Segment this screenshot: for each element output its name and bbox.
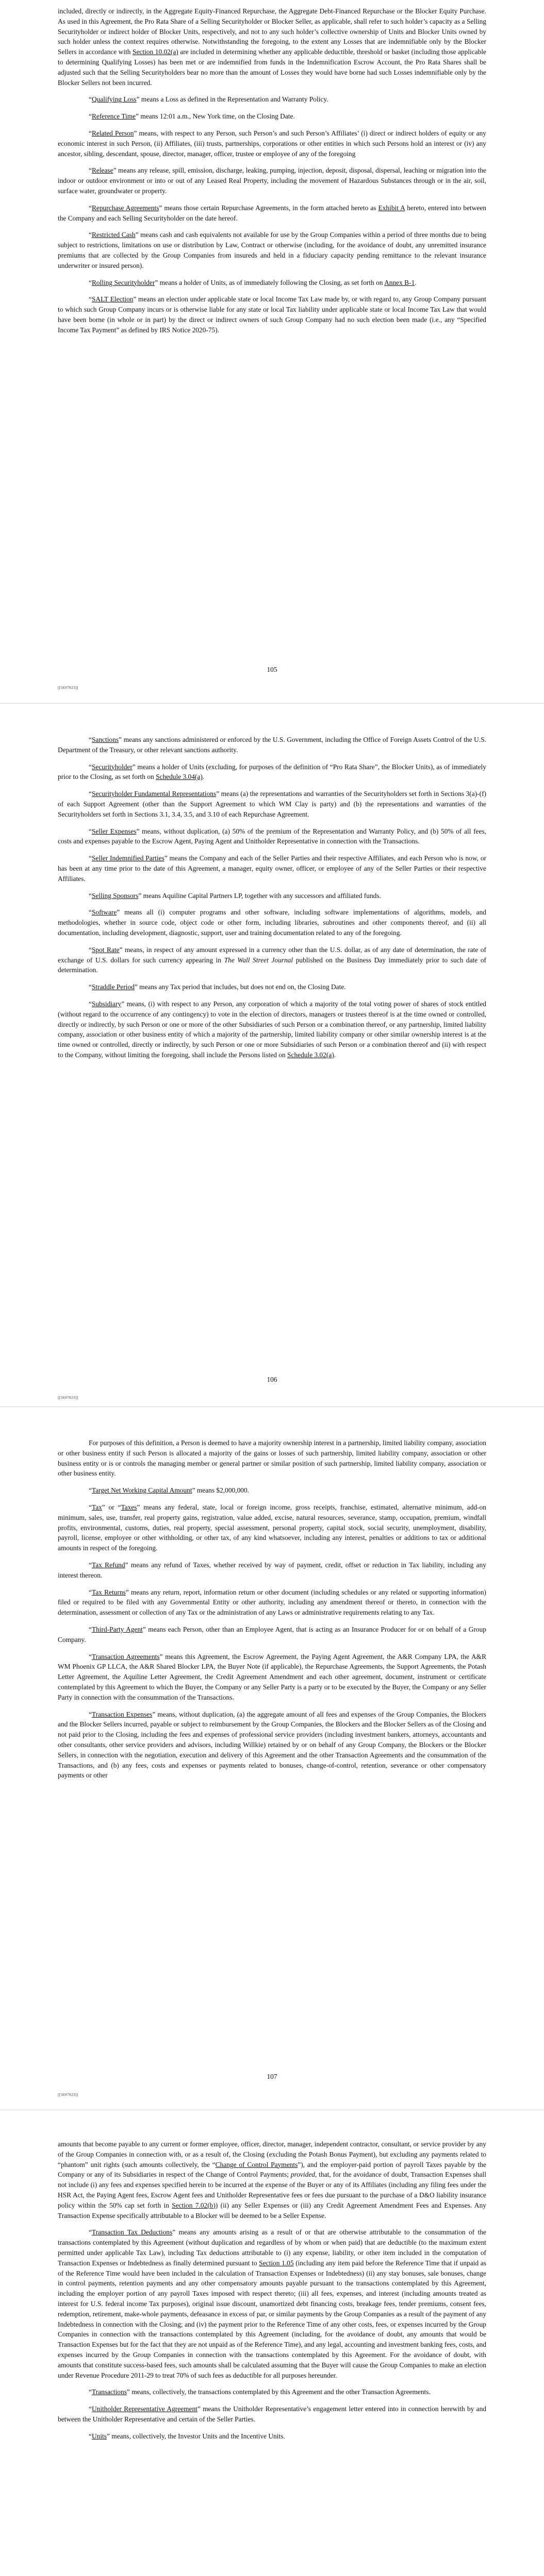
paragraph [58, 1587, 486, 1618]
paragraph [58, 294, 486, 335]
text-run: ” means, with respect to any Person, such Person’s and such Person’s Affiliates’ (i) direct or indirect holders of equity or any economic interest in such Person, (ii) Affiliates, (iii) trusts, partnerships, corporations or other entities in which such Persons hold an interest or (iv) any ancestor, sibling, descendant, spouse, director, manager, officer, trustee or employee of any of the foregoing [58, 129, 486, 158]
text-run: “ [89, 999, 92, 1008]
paragraph [58, 2387, 486, 2397]
paragraph [58, 1652, 486, 1703]
paragraph [58, 111, 486, 122]
text-run: ” means (a) the representations and warranties of the Securityholders set forth in Sections 3(a)-(f) of each Support Agreement (other than the Support Agreement to which WM Clay is party) and (b) the representations and warranties of the Securityholders set forth in Sections 3.1, 3.4, 3.5, and 3.10 of each Repurchase Agreement. [58, 790, 486, 818]
page-body [58, 2139, 486, 2442]
text-run: ” means $2,000,000. [192, 1486, 250, 1495]
page-107 [0, 1406, 544, 2110]
paragraph [58, 2227, 486, 2380]
paragraph [58, 1709, 486, 1781]
defined-term: Change of Control Payments [215, 2160, 298, 2168]
text-run: “ [89, 891, 92, 900]
text-run: ” means any return, report, information return or other document (including schedules or any related or supporting information) filed or required to be filed with any Governmental Entity or other authority, including any amendment thereof or thereto, in connection with the determination, assessment or collection of any Tax or the administration of any Laws or administrative requirements relating to any Tax. [58, 1588, 486, 1617]
defined-term: Rolling Securityholder [91, 278, 155, 286]
schedule-reference: Schedule 3.02(a) [287, 1050, 334, 1059]
defined-term: Release [91, 166, 113, 175]
text-run: For purposes of this definition, a Person is deemed to have a majority ownership interest in a partnership, limited liability company, association or other business entity if such Person is allocated a majority of the gains or losses of such partnership, limited liability company, association or other business entity or is or controls the managing member or general partner or similar position of such partnership, limited liability company, association or other business entity. [58, 1439, 486, 1478]
paragraph [58, 6, 486, 88]
defined-term: Unitholder Representative Agreement [91, 2405, 197, 2413]
text-run: “ [89, 736, 92, 743]
publication-title: The Wall Street Journal [224, 956, 293, 964]
paragraph [58, 1438, 486, 1479]
defined-term: Spot Rate [91, 945, 120, 954]
paragraph [58, 278, 486, 288]
text-run: ) (ii) any Seller Expenses or (iii) any Credit Agreement Amendment Fees and Expenses. Any Transaction Expense specifically attributable to a Blocker will be deemed to be a Seller Expense. [58, 2201, 486, 2219]
defined-term: SALT Election [91, 295, 134, 303]
text-run: “ [89, 295, 92, 303]
exhibit-reference: Exhibit A [378, 204, 405, 212]
defined-term: Transaction Tax Deductions [91, 2228, 173, 2236]
defined-term: Transaction Expenses [91, 1710, 153, 1718]
text-run: “ [89, 908, 92, 917]
text-run: “ [89, 1503, 92, 1511]
text-run: ” means any sanctions administered or enforced by the U.S. Government, including the Office of Foreign Assets Control of the U.S. Department of the Treasury, or other relevant sanctions authority. [58, 736, 486, 754]
defined-term: Repurchase Agreements [91, 204, 159, 212]
defined-term: Straddle Period [91, 983, 135, 991]
page-body [58, 1438, 486, 1781]
defined-term: Tax Refund [91, 1561, 125, 1569]
paragraph [58, 165, 486, 196]
text-run: ” means any Tax period that includes, but does not end on, the Closing Date. [134, 983, 346, 991]
text-run: “ [89, 112, 92, 121]
text-run: ” means any amounts arising as a result of or that are otherwise attributable to the consummation of the transactions contemplated by this Agreement (without duplication and regardless of by whom or when paid) that are deductible (to the maximum extent permitted under applicable Tax Law), including Tax deductions attributable to (i) any expense, liability, or other item included in the computation of Transaction Expenses or Indebtedness as finally determined pursuant to [58, 2228, 486, 2267]
text-run: ” means the Company and each of the Seller Parties and their respective Affiliates, and each Person who is now, or has been at any time prior to the date of this Agreement, a manager, equity owner, officer, or employee of any of the Seller Parties or their respective Affiliates. [58, 854, 486, 883]
section-reference: Section 10.02(a) [133, 48, 178, 56]
text-run: “ [89, 1486, 92, 1495]
paragraph [58, 789, 486, 819]
defined-term: Target Net Working Capital Amount [91, 1486, 192, 1495]
text-run: hereto, entered into between the Company and each Selling Securityholder on the date hereof. [58, 204, 487, 222]
paragraph [58, 945, 486, 975]
defined-term: Transaction Agreements [91, 1652, 160, 1660]
text-run: “ [89, 129, 92, 137]
text-run: are included in determining whether any applicable deductible, threshold or basket (including those applicable to determining Qualifying Losses) has been met or are indemnified from funds in the Indemnification Escrow Account, the Pro Rata Shares shall be adjusted such that the Selling Securityholders bear no more than the amount of Losses they would have borne had such Losses indemnifiable only by the Blocker Sellers not been incurred. [58, 48, 486, 87]
defined-term: Qualifying Loss [91, 95, 137, 104]
page-105 [0, 0, 544, 703]
text-run: ”), and the employer-paid portion of payroll Taxes payable by the Company or any of its Subsidiaries in respect of the Change of Control Payments; [58, 2160, 486, 2179]
document-code: [[5697023]] [58, 2092, 78, 2097]
text-run: “ [89, 231, 92, 239]
text-run: ” means the Unitholder Representative’s engagement letter entered into in connection herewith by and between the Unitholder Representative and certain of the Seller Parties. [58, 2405, 486, 2423]
defined-term: Transactions [91, 2388, 127, 2396]
paragraph [58, 2139, 486, 2221]
paragraph [58, 2431, 486, 2442]
defined-term: Selling Sponsors [91, 891, 139, 900]
defined-term: Securityholder Fundamental Representations [91, 790, 217, 798]
document-code: [[5697023]] [58, 685, 78, 690]
text-run: included, directly or indirectly, in the Aggregate Equity-Financed Repurchase, the Aggregate Debt-Financed Repurchase or the Blocker Equity Purchase. As used in this Agreement, the Pro Rata Share of a Selling Securityholder or Blocker Seller, as applicable, shall refer to such holder’s capacity as a Selling Securityholder or indirect holder of Blocker Units, respectively, and not to any such holder’s collective ownership of Units and Blocker Units owned by such holder unless the context requires otherwise. Notwithstanding the foregoing, to the extent any Losses that are indemnifiable only by the Blocker Sellers in accordance with [58, 7, 486, 56]
defined-term: Software [91, 908, 117, 917]
text-run: “ [89, 204, 92, 212]
defined-term: Third-Party Agent [91, 1625, 143, 1633]
text-run: “ [89, 827, 92, 835]
defined-term: Subsidiary [91, 999, 122, 1008]
defined-term: Seller Expenses [91, 827, 137, 835]
page-body [58, 6, 486, 335]
paragraph [58, 762, 486, 783]
text-run: ” means any release, spill, emission, discharge, leaking, pumping, injection, deposit, disposal, dispersal, leaching or migration into the indoor or outdoor environment or into or out of any Leased Real Property, including the movement of Hazardous Substances through or in the air, soil, surface water, groundwater or property. [58, 166, 486, 195]
text-run: published on the Business Day immediately prior to such date of determination. [58, 956, 486, 974]
text-run: “ [89, 854, 92, 862]
annex-reference: Annex B-1 [384, 278, 415, 286]
text-run: “ [89, 2432, 92, 2440]
paragraph [58, 1560, 486, 1581]
text-run: “ [89, 1710, 92, 1718]
page-body [58, 735, 486, 1060]
paragraph [58, 203, 486, 224]
text-run: ” means all (i) computer programs and other software, including software implementations of algorithms, models, and methodologies, whether in source code, object code or other form, including libraries, subroutines and other components thereof, and (ii) all documentation, including development, diagnostic, support, user and training documentation related to any of the foregoing. [58, 908, 486, 937]
text-run: ” means, (i) with respect to any Person, any corporation of which a majority of the total voting power of shares of stock entitled (without regard to the occurrence of any contingency) to vote in the election of directors, managers or trustees thereof is at the time owned or controlled, directly or indirectly, by such Person or one or more of the other Subsidiaries of such Person or a combination thereof, or any partnership, limited liability company, association or other business entity of which a majority of the partnership, limited liability company or other similar ownership interest is at the time owned or controlled, directly or indirectly, by such Person or one or more Subsidiaries of such Person or a combination thereof and (ii) with respect to the Company, without limiting the foregoing, shall include the Persons listed on [58, 999, 486, 1059]
text-run: ” means, collectively, the transactions contemplated by this Agreement and the other Transaction Agreements. [126, 2388, 431, 2396]
proviso: provided [290, 2171, 315, 2179]
text-run: ” means a holder of Units (excluding, for purposes of the definition of “Pro Rata Share”, the Blocker Units), as of immediately prior to the Closing, as set forth on [58, 762, 486, 781]
text-run: “ [89, 945, 92, 954]
defined-term: Taxes [121, 1503, 137, 1511]
text-run: ” means, in respect of any amount expressed in a currency other than the U.S. dollar, as of any date of determination, the rate of exchange of U.S. dollars for such currency appearing in [58, 945, 486, 964]
paragraph [58, 826, 486, 847]
text-run: ” means, collectively, the Investor Units and the Incentive Units. [106, 2432, 285, 2440]
paragraph [58, 891, 486, 901]
text-run: “ [89, 278, 92, 286]
text-run: “ [89, 1561, 92, 1569]
text-run: “ [89, 790, 92, 798]
defined-term: Tax [91, 1503, 102, 1511]
paragraph [58, 853, 486, 884]
text-run: ” means, without duplication, (a) the aggregate amount of all fees and expenses of the Group Companies, the Blockers and the Blocker Sellers incurred, payable or subject to reimbursement by the Group Companies, the Blockers and the Blocker Sellers as of the Closing and not paid prior to the Closing, including the fees and expenses of professional service providers (including investment bankers, attorneys, accountants and other consultants, other service providers and advisors, including Willkie) retained by or on behalf of any Group Company, the Blockers or the Blocker Sellers, in connection with the negotiation, execution and delivery of this Agreement and the other Transaction Agreements and the consummation of the Transactions, and (b) any fees, costs and expenses or payments related to bonuses, change-of-control, retention, severance or other compensatory payments or other [58, 1710, 486, 1780]
defined-term: Restricted Cash [91, 231, 136, 239]
page-number: 107 [267, 2073, 277, 2080]
defined-term: Sanctions [91, 736, 119, 743]
section-reference: Section 7.02(b) [172, 2201, 216, 2209]
page-106 [0, 703, 544, 1406]
document-code: [[5697023]] [58, 1395, 78, 1400]
text-run: amounts that become payable to any current or former employee, officer, director, manager, independent contractor, consultant, or service provider by any of the Group Companies in connection with, or as a result of, the Closing (excluding the Potash Bonus Payment), but excluding any payments related to “phantom” unit rights (such amounts collectively, the “ [58, 2140, 486, 2168]
paragraph [58, 2404, 486, 2425]
text-run: “ [89, 1588, 92, 1596]
defined-term: Related Person [91, 129, 134, 137]
text-run: , that, for the avoidance of doubt, Transaction Expenses shall not include (i) any fees and expenses specified herein to be incurred at the expense of the Buyer or any of its Affiliates (including any filing fees under the HSR Act, the Paying Agent fees, Escrow Agent fees and Unitholder Representative fees or fees due pursuant to the purchase of a D&O liability insurance policy within the 50% cap set forth in [58, 2171, 487, 2209]
text-run: “ [89, 2228, 92, 2236]
text-run: ” or “ [102, 1503, 121, 1511]
paragraph [58, 982, 486, 992]
text-run: ” means an election under applicable state or local Income Tax Law made by, or with regard to, any Group Company pursuant to which such Group Company incurs or is otherwise liable for any state or local Tax liability under applicable state or local Income Tax Law that would have been borne (in whole or in part) by the direct or indirect owners of such Group Company had no such election been made (i.e., any “Specified Income Tax Payment” as defined by IRS Notice 2020-75). [58, 295, 486, 334]
paragraph [58, 907, 486, 938]
defined-term: Securityholder [91, 762, 133, 771]
text-run: . [202, 773, 205, 781]
text-run: ” means Aquiline Capital Partners LP, together with any successors and affiliated funds. [138, 891, 381, 900]
paragraph [58, 735, 486, 755]
text-run: “ [89, 2388, 92, 2396]
text-run: ” means this Agreement, the Escrow Agreement, the Paying Agent Agreement, the A&R Company LPA, the A&R WM Phoenix GP LLCA, the A&R Shared Blocker LPA, the Buyer Note (if applicable), the Repurchase Agreements, the Support Agreements, the Potash Letter Agreement, the Aquiline Letter Agreement, the Credit Agreement Amendment and each other agreement, document, instrument or certificate contemplated by this Agreement to which the Buyer, the Company or any Seller Party is a party or to be executed by the Buyer, the Company or any Seller Party in connection with the consummation of the Transactions. [58, 1652, 487, 1701]
paragraph [58, 230, 486, 270]
text-run: “ [89, 95, 92, 104]
paragraph [58, 999, 486, 1060]
text-run: ” means any refund of Taxes, whether received by way of payment, credit, offset or reduction in Tax liability, including any interest thereon. [58, 1561, 486, 1579]
paragraph [58, 1624, 486, 1645]
text-run: ” means cash and cash equivalents not available for use by the Group Companies within a period of three months due to being subject to restrictions, limitations on use or distribution by Law, Contract or otherwise (including, for the avoidance of doubt, any unremitted insurance premiums that are collected by the Group Companies from insureds and held in a fiduciary capacity pending remittance to the relevant insurance underwriter or insured person). [58, 231, 487, 269]
defined-term: Units [91, 2432, 107, 2440]
text-run: ” means each Person, other than an Employee Agent, that is acting as an Insurance Producer for or on behalf of a Group Company. [58, 1625, 486, 1643]
text-run: ” means a Loss as defined in the Representation and Warranty Policy. [136, 95, 328, 104]
text-run: “ [89, 762, 92, 771]
text-run: ” means, without duplication, (a) 50% of the premium of the Representation and Warranty Policy, and (b) 50% of all fees, costs and expenses payable to the Escrow Agent, Paying Agent and Unitholder Representative in connection with the Transactions. [58, 827, 487, 845]
schedule-reference: Schedule 3.04(a) [156, 773, 203, 781]
defined-term: Tax Returns [91, 1588, 126, 1596]
text-run: ” means 12:01 a.m., New York time, on the Closing Date. [136, 112, 295, 121]
page-number: 105 [267, 666, 277, 673]
page-number: 106 [267, 1376, 277, 1383]
text-run: . [415, 278, 417, 286]
paragraph [58, 1502, 486, 1553]
paragraph [58, 94, 486, 105]
text-run: “ [89, 2405, 92, 2413]
text-run: (including any item paid before the Reference Time that if unpaid as of the Reference Time would have been included in the calculation of Transaction Expenses or Indebtedness) (ii) any stay bonuses, sale bonuses, change in control payments, retention payments and any other compensatory amounts payable pursuant to the transactions contemplated by this Agreement, including the employer portion of any payroll Taxes imposed with respect thereto; (iii) all fees, expenses, and interest (including amounts treated as interest for U.S. federal income Tax purposes), original issue discount, unamortized debt financing costs, breakage fees, tender premiums, consent fees, redemption, retirement, make-whole payments, defeasance in excess of par, or similar payments by the Group Companies as a result of the payment of any Indebtedness in connection with the Closing; and (iv) the payment prior to the Reference Time of any other costs, fees, or expenses incurred by the Group Companies in connection with the transactions contemplated by this Agreement (including, for the avoidance of doubt, any amounts that would be Transaction Expenses but for the fact that they are not unpaid as of the Reference Time), and any legal, accounting and investment banking fees, costs, and expenses incurred by the Group Companies in connection with the transactions contemplated by this Agreement. For the avoidance of doubt, with amounts that constitute success-based fees, such amounts shall be calculated assuming that the Buyer will cause the Group Companies to make an election under Revenue Procedure 2011-29 to treat 70% of such fees as deductible for all purposes hereunder. [58, 2259, 487, 2379]
text-run: “ [89, 166, 92, 175]
section-reference: Section 1.05 [259, 2259, 294, 2267]
defined-term: Seller Indemnified Parties [91, 854, 164, 862]
paragraph [58, 1485, 486, 1496]
text-run: ” means those certain Repurchase Agreements, in the form attached hereto as [159, 204, 378, 212]
text-run: “ [89, 983, 92, 991]
text-run: . [334, 1050, 336, 1059]
paragraph [58, 128, 486, 159]
defined-term: Reference Time [91, 112, 136, 121]
text-run: ” means a holder of Units, as of immediately following the Closing, as set forth on [155, 278, 385, 286]
text-run: “ [89, 1652, 92, 1660]
text-run: “ [89, 1625, 92, 1633]
text-run: ” means any federal, state, local or foreign income, gross receipts, franchise, estimated, alternative minimum, add-on minimum, sales, use, transfer, real property gains, registration, value added, excise, natural resources, severance, stamp, occupation, premium, windfall profits, environmental, customs, duties, real property, special assessment, personal property, capital stock, social security, unemployment, disability, payroll, license, employee or other withholding, or other tax, of any kind whatsoever, including any interest, penalties or additions to tax or additional amounts in respect of the foregoing. [58, 1503, 486, 1552]
page-108 [0, 2110, 544, 2576]
